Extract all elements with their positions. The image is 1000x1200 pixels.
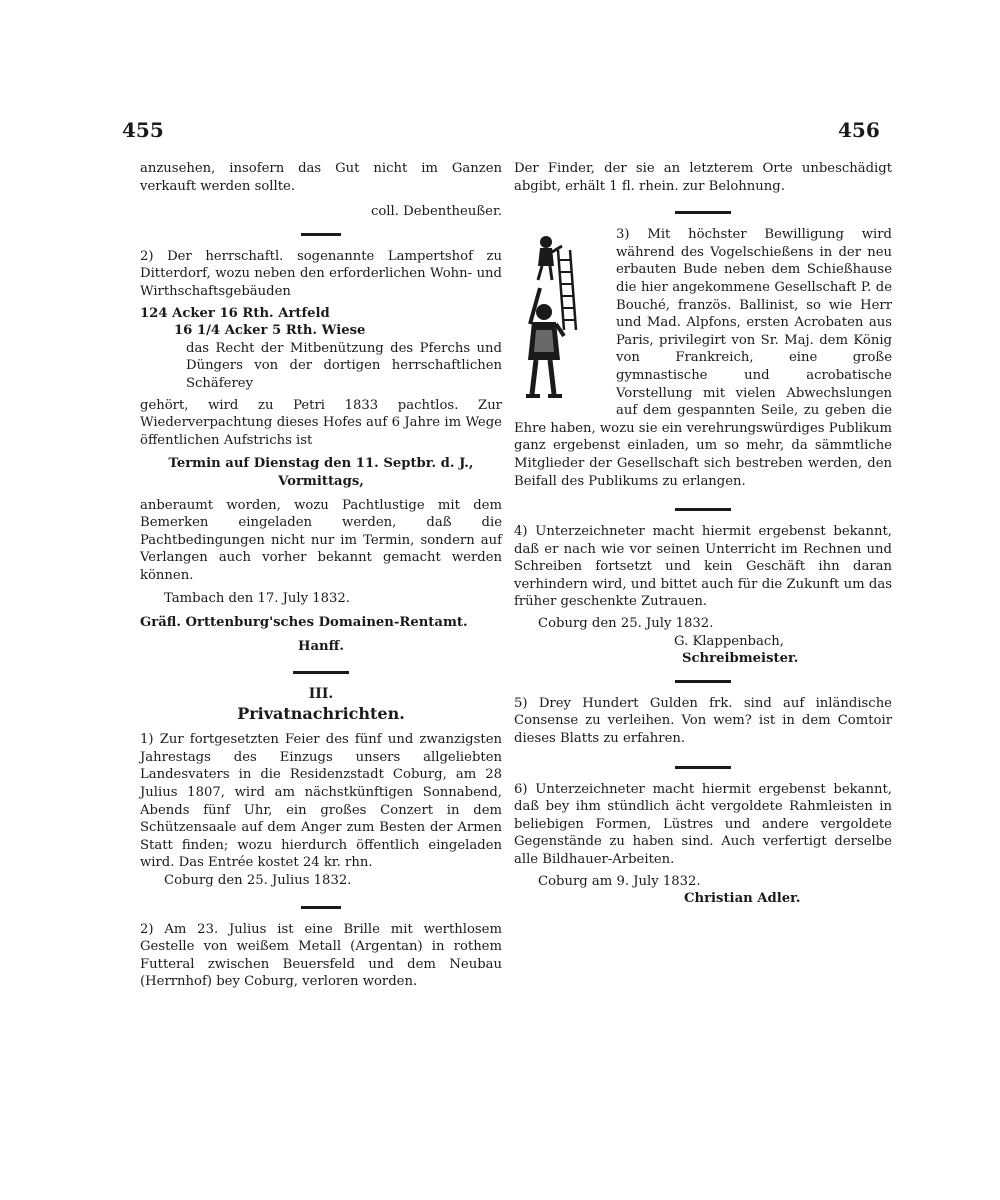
item2-land-meadow: 16 1/4 Acker 5 Rth. Wiese bbox=[174, 323, 366, 339]
divider bbox=[301, 906, 341, 909]
page-number-left: 455 bbox=[122, 118, 164, 142]
signature-hanff: Hanff. bbox=[297, 638, 344, 654]
item-p1-date: Coburg den 25. Julius 1832. bbox=[164, 873, 352, 888]
item4-title: Schreibmeister. bbox=[682, 651, 799, 667]
office-name: Gräfl. Orttenburg'sches Domainen-Rentamt. bbox=[140, 615, 468, 631]
intro-text: anzusehen, insofern das Gut nicht im Ganzen verkauft werden sollte. bbox=[140, 161, 502, 194]
item6-date: Coburg am 9. July 1832. bbox=[538, 873, 701, 889]
item3-acrobats: 3) Mit höchster Bewilligung wird während des Vogelschießens in der neu erbauten Bude neben dem Schießhause die hier angekommene Gesellschaft P. de Bouché, französ. Ballinist, so wie Herr und Mad. Alpfons, ersten Acrobaten aus Paris, privilegirt von Sr. Maj. dem König von Frankreich, eine große gymnastische und acrobatische Vorstellung mit vielen Abwechslungen auf dem gespannten Seile, zu geben die Ehre haben, wozu sie ein verehrungswürdiges Publikum ganz ergebenst einladen, um so mehr, da sämmtliche Mitglieder der Gesellschaft sich bestreben werden, den Beifall des Publikums zu erlangen. bbox=[514, 227, 892, 489]
right-column bbox=[514, 160, 892, 908]
divider bbox=[675, 211, 731, 214]
page-number-right: 456 bbox=[838, 118, 880, 142]
section-title: Privatnachrichten. bbox=[237, 704, 405, 724]
item2-body: gehört, wird zu Petri 1833 pachtlos. Zur Wiederverpachtung dieses Hofes auf 6 Jahre im Wege öffentlichen Aufstrichs ist bbox=[140, 397, 502, 448]
item2-land-arable: 124 Acker 16 Rth. Artfeld bbox=[140, 305, 330, 321]
place-date-tambach: Tambach den 17. July 1832. bbox=[164, 591, 351, 607]
item2-rights: das Recht der Mitbenützung des Pferchs und Düngers von der dortigen herrschaftlichen Schäferey bbox=[186, 340, 502, 391]
left-column bbox=[140, 160, 502, 991]
item4-writing-teacher: 4) Unterzeichneter macht hiermit ergebenst bekannt, daß er nach wie vor seinen Unterricht im Rechnen und Schreiben fortsetzt und kein Geschäft ihn daran verhindern wird, und bittet auch für die Zukunft um das früher geschenkte Zutrauen. bbox=[514, 524, 892, 610]
item-p2-lost-glasses: 2) Am 23. Julius ist eine Brille mit werthlosem Gestelle von weißem Metall (Argentan) in rothem Futteral zwischen Beuersfeld und dem Neubau (Herrnhof) bey Coburg, verloren worden. bbox=[140, 921, 502, 990]
item2-lead: 2) Der herrschaftl. sogenannte Lampertshof zu Ditterdorf, wozu neben den erforderlichen Wohn- und Wirthschaftsgebäuden bbox=[140, 248, 502, 299]
divider bbox=[675, 508, 731, 511]
item3-block bbox=[514, 226, 892, 490]
item5-loan: 5) Drey Hundert Gulden frk. sind auf inländische Consense zu verleihen. Von wem? ist in dem Comtoir dieses Blatts zu erfahren. bbox=[514, 695, 892, 747]
termin-line: Termin auf Dienstag den 11. Septbr. d. J., Vormittags, bbox=[168, 456, 474, 489]
divider bbox=[675, 766, 731, 769]
finder-reward: Der Finder, der sie an letzterem Orte unbeschädigt abgibt, erhält 1 fl. rhein. zur Belohnung. bbox=[514, 161, 892, 194]
item2-conclusion: anberaumt worden, wozu Pachtlustige mit dem Bemerken eingeladen werden, daß die Pachtbedingungen nicht nur im Termin, sondern auf Verlangen auch vorher bekannt gemacht werden können. bbox=[140, 497, 502, 583]
item-p1-concert: 1) Zur fortgesetzten Feier des fünf und zwanzigsten Jahrestags des Einzugs unsers allgeliebten Landesvaters in die Residenzstadt Coburg, am 28 Julius 1807, wird am nächstkünftigen Sonnabend, Abends fünf Uhr, ein großes Conzert in dem Schützensaale auf dem Anger zum Besten der Armen Statt finden; wozu hierdurch öffentlich eingeladen wird. Das Entrée kostet 24 kr. rhn. bbox=[140, 732, 502, 871]
item6-gilder: 6) Unterzeichneter macht hiermit ergebenst bekannt, daß bey ihm stündlich ächt vergoldete Rahmleisten in beliebigen Formen, Lüstres und andere vergoldete Gegenstände zu haben sind. Auch verfertigt derselbe alle Bildhauer-Arbeiten. bbox=[514, 781, 892, 867]
section-number: III. bbox=[308, 686, 334, 703]
signature-debentheusser: coll. Debentheußer. bbox=[370, 204, 502, 220]
item4-name: G. Klappenbach, bbox=[674, 633, 784, 649]
item6-name: Christian Adler. bbox=[684, 891, 801, 907]
divider bbox=[293, 671, 349, 674]
divider bbox=[301, 233, 341, 236]
divider bbox=[675, 680, 731, 683]
acrobat-woodcut-icon bbox=[514, 232, 606, 404]
item4-date: Coburg den 25. July 1832. bbox=[538, 616, 714, 632]
